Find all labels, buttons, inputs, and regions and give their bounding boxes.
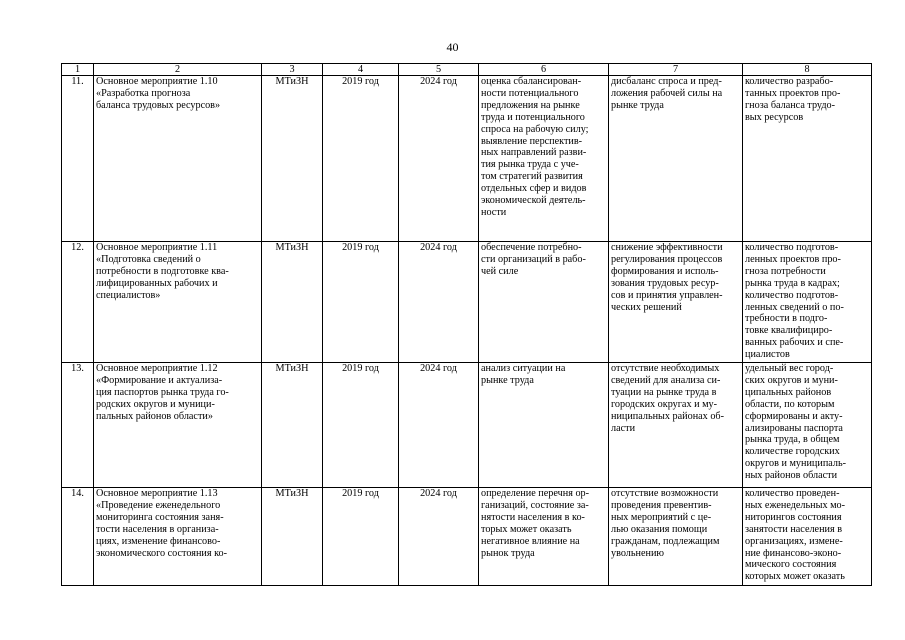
column-header: 8 [743,64,872,76]
executor: МТиЗН [262,363,323,488]
column-header: 1 [62,64,94,76]
executor: МТиЗН [262,242,323,363]
column-header: 4 [323,64,399,76]
table-row [62,488,872,586]
column-header: 7 [609,64,743,76]
end-year: 2024 год [399,363,479,488]
row-number: 11. [62,76,94,242]
table-row [62,363,872,488]
program-activities-table [61,63,872,586]
activity-name: Основное мероприятие 1.10 «Разработка прогноза баланса трудовых ресурсов» [94,76,262,242]
table-row [62,76,872,242]
end-year: 2024 год [399,488,479,586]
column-number-row [62,64,872,76]
expected-result: обеспечение потребно- сти организаций в рабо- чей силе [479,242,609,363]
expected-result: определение перечня ор- ганизаций, состояние за- нятости населения в ко- торых может оказать негативное влияние на рынок труда [479,488,609,586]
executor: МТиЗН [262,488,323,586]
column-header: 6 [479,64,609,76]
non-implementation-consequences: дисбаланс спроса и пред- ложения рабочей силы на рынке труда [609,76,743,242]
column-header: 2 [94,64,262,76]
page-number: 40 [446,40,459,54]
non-implementation-consequences: отсутствие возможности проведения превентив- ных мероприятий с це- лью оказания помощи гражданам, подлежащим увольнению [609,488,743,586]
column-header: 5 [399,64,479,76]
activity-name: Основное мероприятие 1.12 «Формирование и актуализа- ция паспортов рынка труда го- родских округов и муници- пальных районов области» [94,363,262,488]
target-indicators: количество проведен- ных еженедельных мо- ниторингов состояния занятости населения в организациях, измене- ние финансово-эконо- мического состояния которых может оказать [743,488,872,586]
expected-result: анализ ситуации на рынке труда [479,363,609,488]
target-indicators: количество подготов- ленных проектов про- гноза потребности рынка труда в кадрах; количество подготов- ленных сведений о по- требности в подго- товке квалифициро- ванных рабочих и спе- циалистов [743,242,872,363]
activity-name: Основное мероприятие 1.13 «Проведение еженедельного мониторинга состояния заня- тости населения в организа- циях, изменение финансово- экономического состояния ко- [94,488,262,586]
start-year: 2019 год [323,363,399,488]
row-number: 14. [62,488,94,586]
target-indicators: удельный вес город- ских округов и муни- ципальных районов области, по которым сформированы и акту- ализированы паспорта рынка труда, в общем количестве городских округов и муниципаль- ных районов области [743,363,872,488]
end-year: 2024 год [399,242,479,363]
table-row [62,242,872,363]
non-implementation-consequences: отсутствие необходимых сведений для анализа си- туации на рынке труда в городских округах и му- ниципальных районах об- ласти [609,363,743,488]
activity-name: Основное мероприятие 1.11 «Подготовка сведений о потребности в подготовке ква- лифицированных рабочих и специалистов» [94,242,262,363]
column-header: 3 [262,64,323,76]
row-number: 12. [62,242,94,363]
end-year: 2024 год [399,76,479,242]
expected-result: оценка сбалансирован- ности потенциального предложения на рынке труда и потенциального спроса на рабочую силу; выявление перспектив- ных направлений разви- тия рынка труда с уче- том стратегий развития отдельных сфер и видов экономической деятель- ности [479,76,609,242]
row-number: 13. [62,363,94,488]
start-year: 2019 год [323,242,399,363]
start-year: 2019 год [323,76,399,242]
start-year: 2019 год [323,488,399,586]
target-indicators: количество разрабо- танных проектов про- гноза баланса трудо- вых ресурсов [743,76,872,242]
executor: МТиЗН [262,76,323,242]
non-implementation-consequences: снижение эффективности регулирования процессов формирования и исполь- зования трудовых ресур- сов и принятия управлен- ческих решений [609,242,743,363]
